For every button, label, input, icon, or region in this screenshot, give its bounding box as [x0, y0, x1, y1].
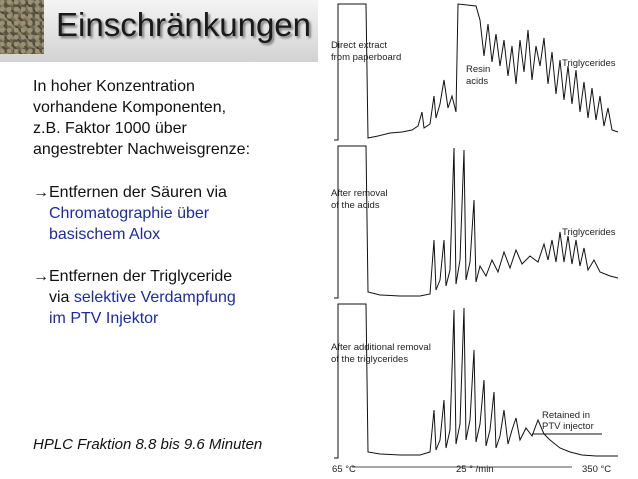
- chromatogram-trace-3: [334, 304, 618, 458]
- bullet-acids-line-1: Entfernen der Säuren via: [49, 184, 227, 201]
- panel1-label-line-2: from paperboard: [331, 52, 402, 63]
- bullet-acids: [33, 182, 227, 245]
- bullet-triglycerides: [33, 266, 236, 329]
- intro-text: [33, 76, 250, 160]
- panel3-label-line-1: After additional removal: [331, 342, 431, 353]
- bullet-trig-line-2-plain: via: [49, 289, 74, 306]
- chromatogram-panel-1: [331, 4, 618, 140]
- title-bar: [0, 0, 318, 62]
- chromatogram-panel-3: [331, 304, 618, 458]
- bullet-acids-line-2: Chromatographie über: [49, 205, 210, 222]
- chromatogram-trace-2: [334, 146, 618, 298]
- chromatogram-figure: [320, 0, 638, 479]
- panel1-triglycerides-label: Triglycerides: [562, 58, 616, 69]
- bullet-trig-line-1: Entfernen der Triglyceride: [49, 268, 233, 285]
- panel3-retained-label-1: Retained in: [542, 410, 591, 421]
- temperature-axis: [332, 464, 611, 475]
- arrow-icon: →: [33, 184, 49, 201]
- bullet-acids-line-3: basischem Alox: [49, 226, 161, 243]
- slide-title: Einschränkungen: [56, 6, 312, 43]
- axis-rate-label: 25 ° /min: [456, 464, 494, 475]
- panel2-label-line-1: After removal: [331, 188, 388, 199]
- footnote: HPLC Fraktion 8.8 bis 9.6 Minuten: [33, 436, 263, 453]
- bullet-trig-line-2-blue: selektive Verdampfung: [73, 289, 236, 306]
- axis-start-label: 65 °C: [332, 464, 356, 475]
- panel1-label-line-1: Direct extract: [331, 40, 387, 51]
- intro-line-3: z.B. Faktor 1000 über: [33, 120, 187, 137]
- panel2-triglycerides-label: Triglycerides: [562, 227, 616, 238]
- panel1-resin-label-2: acids: [466, 76, 489, 87]
- chromatogram-panel-2: [331, 146, 618, 298]
- intro-line-4: angestrebter Nachweisgrenze:: [33, 141, 251, 158]
- panel1-resin-label-1: Resin: [466, 64, 491, 75]
- bullet-trig-line-3: im PTV Injektor: [49, 310, 159, 327]
- stone-texture-decoration: [0, 0, 44, 54]
- arrow-icon: →: [33, 268, 49, 285]
- axis-end-label: 350 °C: [582, 464, 612, 475]
- panel2-label-line-2: of the acids: [331, 200, 380, 211]
- intro-line-1: In hoher Konzentration: [33, 78, 195, 95]
- panel3-retained-label-2: PTV injector: [542, 421, 594, 432]
- intro-line-2: vorhandene Komponenten,: [33, 99, 227, 116]
- panel3-label-line-2: of the triglycerides: [331, 354, 409, 365]
